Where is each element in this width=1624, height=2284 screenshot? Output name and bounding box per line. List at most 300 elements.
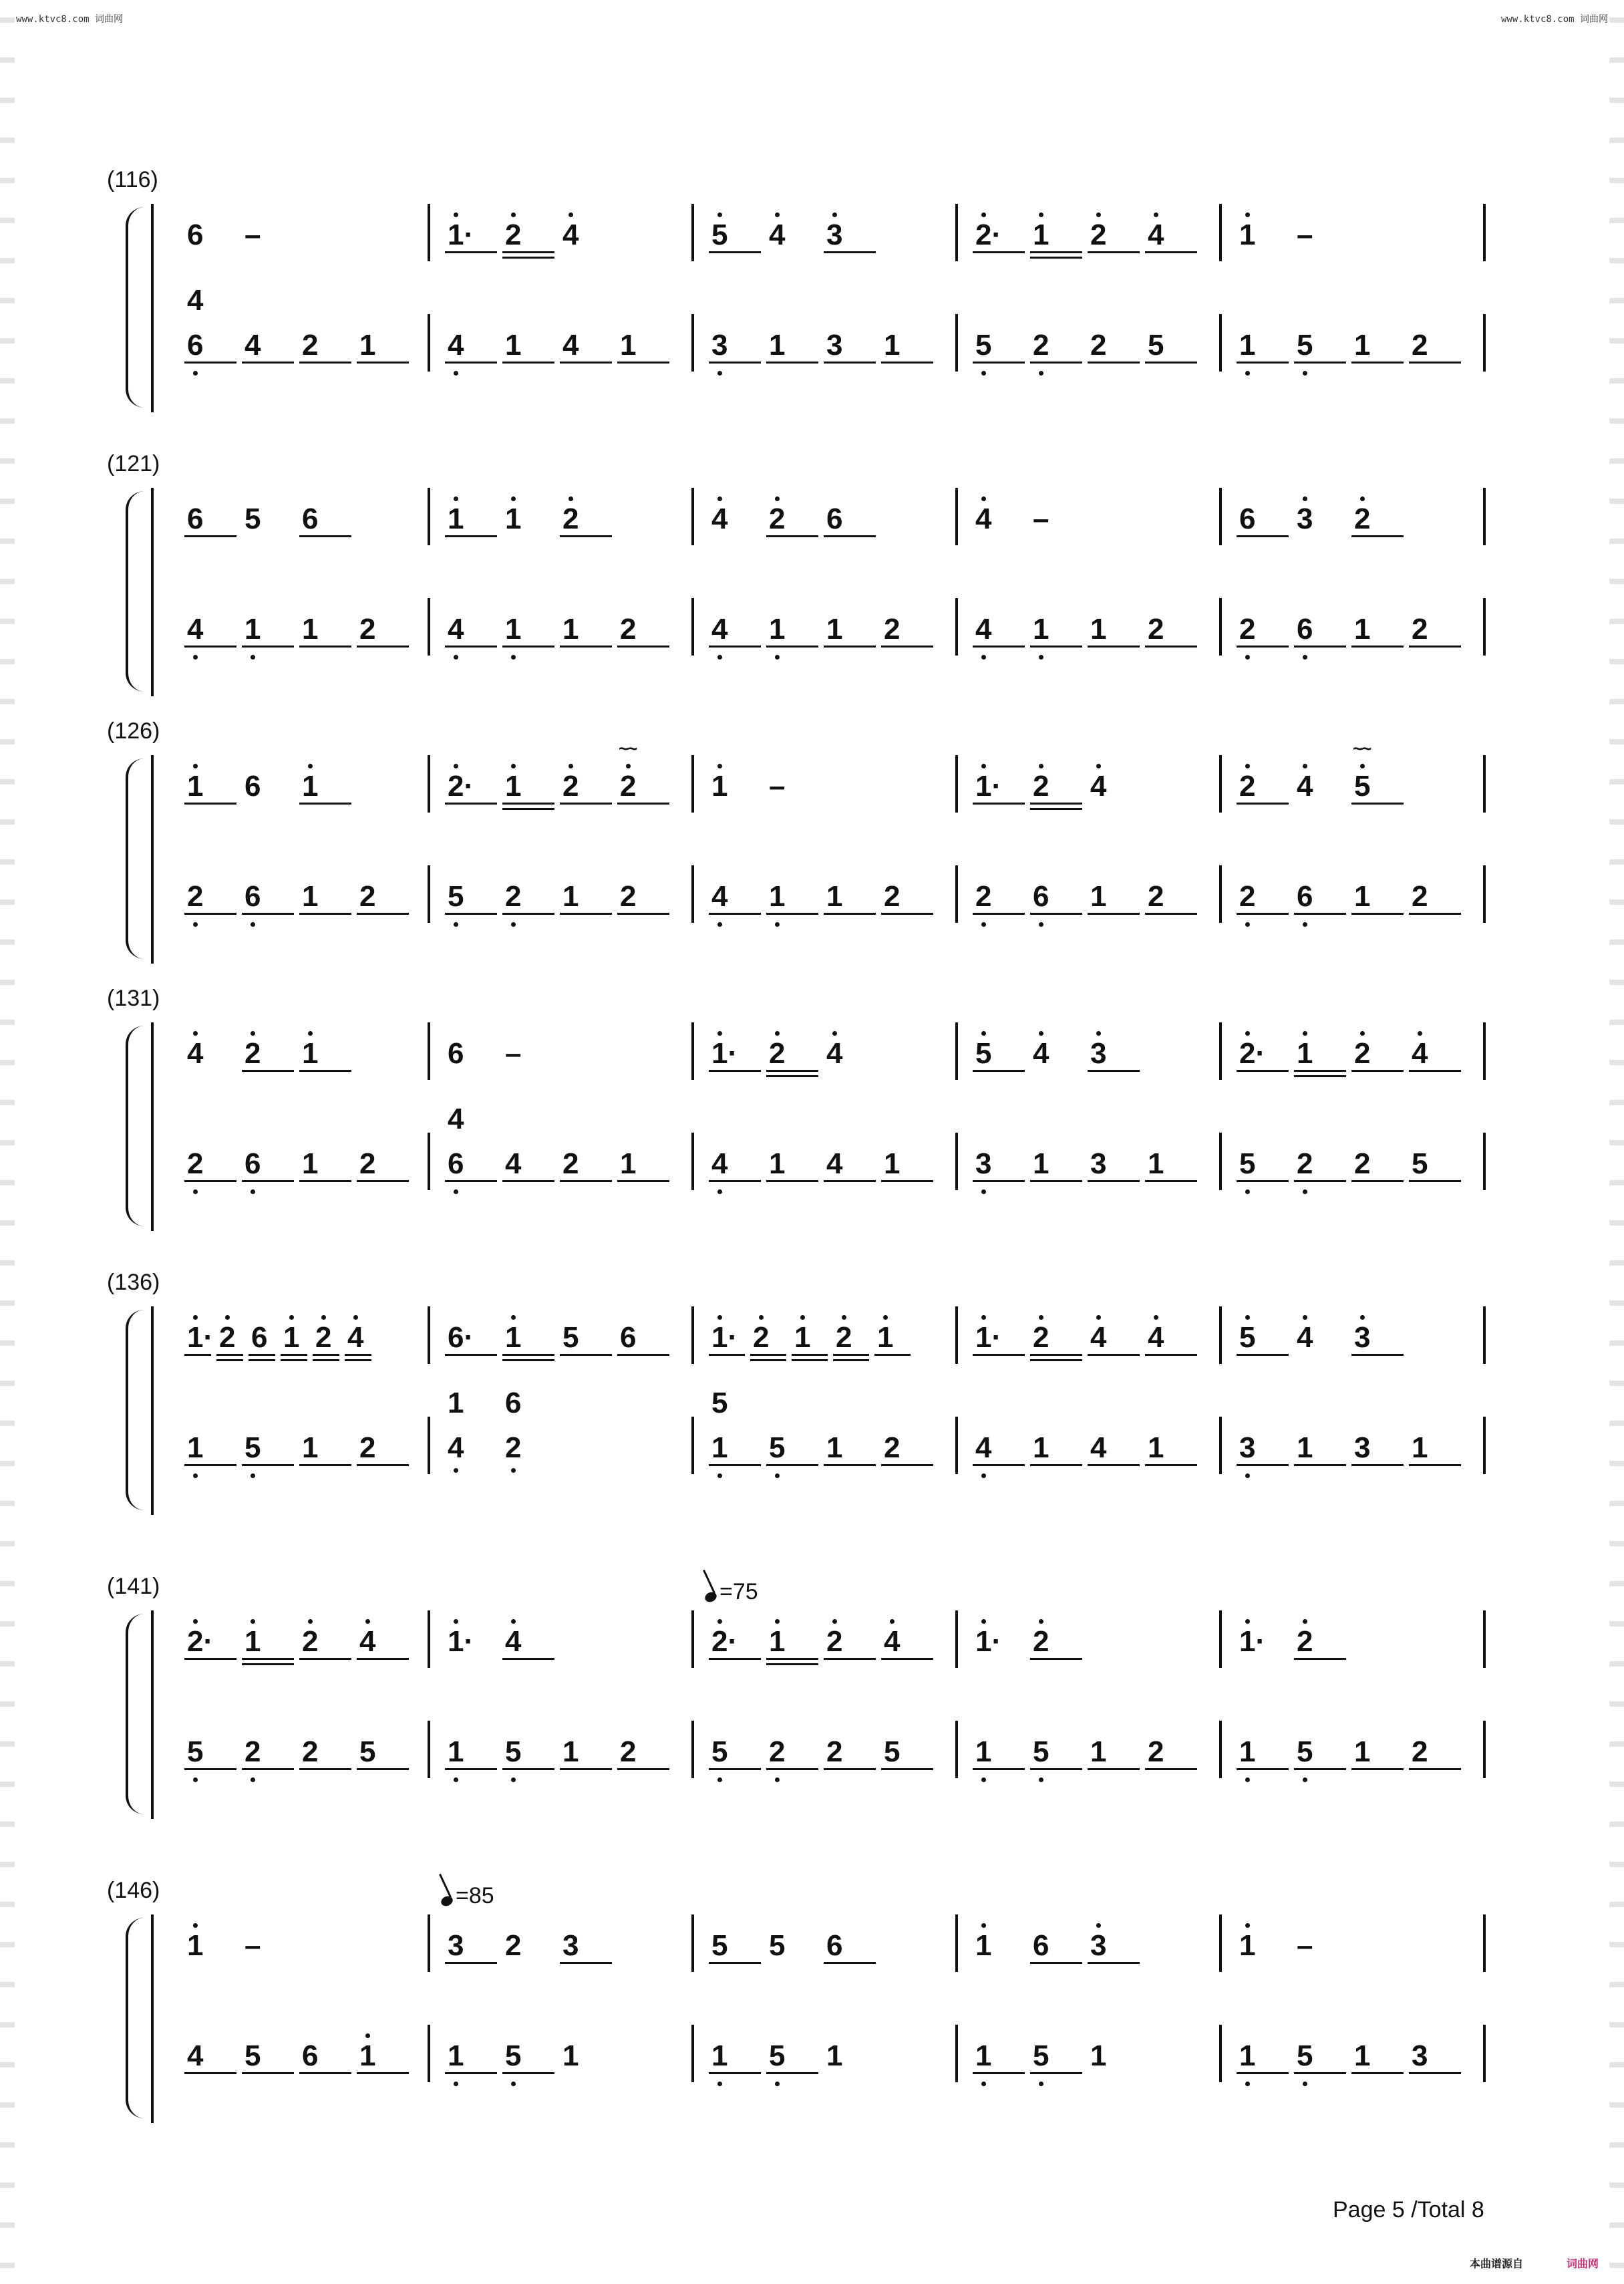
duration-underline <box>881 362 933 364</box>
note-lower: 4 <box>1090 1431 1107 1464</box>
octave-dot-low <box>981 922 986 927</box>
duration-underline <box>617 1354 669 1356</box>
note-upper: 4 <box>187 1037 204 1070</box>
duration-underline <box>1145 913 1197 915</box>
note-lower: 2 <box>187 1147 204 1180</box>
duration-underline <box>973 251 1025 253</box>
chord-upper-note: 5 <box>711 1387 728 1419</box>
barline <box>955 488 958 545</box>
note-lower: 2 <box>1412 613 1428 646</box>
duration-underline <box>1409 362 1461 364</box>
note-upper: 1· <box>1239 1625 1266 1658</box>
octave-dot-high <box>775 212 780 217</box>
duration-underline <box>1294 1464 1346 1466</box>
duration-underline <box>299 1180 351 1182</box>
duration-underline <box>242 1663 294 1665</box>
note-lower: 2 <box>1090 329 1107 362</box>
octave-dot-low <box>251 1189 255 1194</box>
note-lower: 1 <box>1090 2039 1107 2072</box>
note-lower: 4 <box>187 613 204 646</box>
barline <box>1219 314 1222 372</box>
barline <box>691 755 694 813</box>
note-upper: 2 <box>505 219 522 251</box>
note-lower: 4 <box>711 613 728 646</box>
right-watermark-strip <box>1609 0 1624 2284</box>
octave-dot-high <box>454 764 458 768</box>
measure-number: (121) <box>107 451 160 476</box>
duration-underline <box>1237 803 1289 805</box>
note-lower: 5 <box>975 329 992 362</box>
duration-underline <box>299 1658 351 1660</box>
note-lower: 1 <box>826 613 843 646</box>
duration-underline <box>1145 1180 1197 1182</box>
duration-underline <box>766 1075 818 1077</box>
note-upper: 1· <box>448 1625 474 1658</box>
note-upper: 2· <box>975 219 1002 251</box>
duration-underline <box>216 1354 243 1356</box>
note-lower: 5 <box>1239 1147 1256 1180</box>
octave-dot-high <box>981 1923 986 1928</box>
duration-underline <box>445 1180 497 1182</box>
barline <box>1219 2025 1222 2082</box>
measure-number: (136) <box>107 1270 160 1295</box>
note-lower: 5 <box>1148 329 1164 362</box>
system-start-bar <box>151 1610 154 1819</box>
octave-dot-high <box>1245 764 1250 768</box>
barline <box>955 865 958 923</box>
note-lower: 3 <box>975 1147 992 1180</box>
note-upper: 1 <box>245 1625 261 1658</box>
octave-dot-low <box>981 655 986 660</box>
system-start-bar <box>151 755 154 964</box>
duration-underline <box>766 913 818 915</box>
note-upper: 2 <box>1033 1625 1049 1658</box>
note-upper: 5 <box>1354 770 1371 803</box>
duration-underline <box>445 1354 497 1356</box>
score-system <box>107 718 1496 972</box>
note-lower: 4 <box>975 1431 992 1464</box>
duration-underline <box>299 803 351 805</box>
note-lower: 1 <box>1239 2039 1256 2072</box>
octave-dot-high <box>1360 1031 1365 1036</box>
barline <box>428 1417 430 1474</box>
barline <box>428 1610 430 1668</box>
note-lower: 2 <box>187 880 204 913</box>
left-watermark-strip <box>0 0 15 2284</box>
duration-underline <box>824 1464 876 1466</box>
note-lower: 6 <box>245 880 261 913</box>
duration-underline <box>709 1768 761 1770</box>
note-lower: 5 <box>1297 2039 1313 2072</box>
duration-underline <box>1294 913 1346 915</box>
note-lower: 1 <box>769 613 786 646</box>
tempo-marking <box>705 1579 758 1605</box>
barline <box>1483 1022 1486 1080</box>
note-upper: 4 <box>769 219 786 251</box>
duration-underline <box>824 1658 876 1660</box>
duration-underline <box>560 803 612 805</box>
duration-underline <box>184 1354 211 1356</box>
octave-dot-low <box>775 922 780 927</box>
octave-dot-high <box>569 496 573 501</box>
octave-dot-high <box>626 764 631 768</box>
barline <box>1483 1610 1486 1668</box>
note-lower: 1 <box>359 329 376 362</box>
barline <box>691 204 694 261</box>
barline <box>1219 204 1222 261</box>
note-upper: 4 <box>826 1037 843 1070</box>
barline <box>1219 865 1222 923</box>
octave-dot-high <box>832 212 837 217</box>
note-upper: 1· <box>975 770 1002 803</box>
note-upper: 5 <box>975 1037 992 1070</box>
note-upper: – <box>1297 1929 1313 1962</box>
note-lower: 2 <box>884 613 901 646</box>
note-upper: 2 <box>1033 1321 1049 1354</box>
note-lower: 2 <box>826 1735 843 1768</box>
duration-underline <box>824 1180 876 1182</box>
duration-underline <box>1237 646 1289 648</box>
duration-underline <box>1351 1464 1404 1466</box>
duration-underline <box>709 1658 761 1660</box>
duration-underline <box>973 1180 1025 1182</box>
duration-underline <box>874 1354 911 1356</box>
octave-dot-high <box>1245 1619 1250 1624</box>
barline <box>1483 1914 1486 1972</box>
duration-underline <box>357 1658 409 1660</box>
note-lower: 4 <box>505 1147 522 1180</box>
note-lower: 1 <box>711 2039 728 2072</box>
duration-underline <box>833 1354 869 1356</box>
duration-underline <box>502 362 554 364</box>
octave-dot-low <box>454 1468 458 1473</box>
duration-underline <box>184 1464 236 1466</box>
note-stem <box>703 1570 715 1594</box>
duration-underline <box>1351 2072 1404 2074</box>
duration-underline <box>1237 1070 1289 1072</box>
note-upper: 3 <box>826 219 843 251</box>
note-lower: 1 <box>975 1735 992 1768</box>
barline <box>1483 1306 1486 1364</box>
duration-underline <box>560 535 612 537</box>
note-upper: 2 <box>562 503 579 535</box>
note-lower: 3 <box>1354 1431 1371 1464</box>
duration-underline <box>617 646 669 648</box>
octave-dot-low <box>1303 655 1307 660</box>
octave-dot-high <box>511 496 516 501</box>
octave-dot-high <box>1096 764 1101 768</box>
octave-dot-low <box>1039 1777 1043 1782</box>
note-stem <box>439 1874 452 1898</box>
octave-dot-high <box>717 764 722 768</box>
duration-underline <box>824 913 876 915</box>
note-upper: – <box>769 770 786 803</box>
octave-dot-high <box>289 1315 294 1320</box>
note-lower: 1 <box>1354 2039 1371 2072</box>
octave-dot-high <box>1096 1031 1101 1036</box>
barline <box>691 598 694 656</box>
system-start-bar <box>151 1306 154 1515</box>
note-lower: 5 <box>769 2039 786 2072</box>
duration-underline <box>1294 646 1346 648</box>
duration-underline <box>709 1070 761 1072</box>
note-lower: 4 <box>826 1147 843 1180</box>
barline <box>1483 2025 1486 2082</box>
note-lower: 1 <box>562 1735 579 1768</box>
note-lower: 2 <box>620 1735 637 1768</box>
octave-dot-high <box>511 1619 516 1624</box>
octave-dot-low <box>511 1777 516 1782</box>
system-start-bar <box>151 204 154 412</box>
barline <box>1483 865 1486 923</box>
duration-underline <box>502 913 554 915</box>
note-upper: 1· <box>711 1321 738 1354</box>
note-lower: 5 <box>187 1735 204 1768</box>
note-upper: 2 <box>302 1625 319 1658</box>
octave-dot-low <box>454 2082 458 2086</box>
note-upper: 1 <box>711 770 728 803</box>
duration-underline <box>1351 535 1404 537</box>
duration-underline <box>1030 803 1082 805</box>
note-upper: 4 <box>884 1625 901 1658</box>
duration-underline <box>617 913 669 915</box>
octave-dot-low <box>1303 1189 1307 1194</box>
note-upper: 4 <box>711 503 728 535</box>
duration-underline <box>242 2072 294 2074</box>
barline <box>1219 1610 1222 1668</box>
note-upper: 3 <box>1297 503 1313 535</box>
octave-dot-low <box>511 922 516 927</box>
duration-underline <box>184 646 236 648</box>
note-lower: 1 <box>1354 613 1371 646</box>
duration-underline <box>1294 362 1346 364</box>
duration-underline <box>973 1768 1025 1770</box>
duration-underline <box>1030 1658 1082 1660</box>
duration-underline <box>973 1464 1025 1466</box>
octave-dot-low <box>1245 1473 1250 1478</box>
note-lower: 2 <box>505 880 522 913</box>
note-lower: 6 <box>1297 613 1313 646</box>
octave-dot-low <box>717 1473 722 1478</box>
octave-dot-low <box>1245 655 1250 660</box>
note-lower: 5 <box>1033 2039 1049 2072</box>
note-upper: 2 <box>769 1037 786 1070</box>
octave-dot-high <box>1039 1619 1043 1624</box>
duration-underline <box>502 1180 554 1182</box>
duration-underline <box>560 1354 612 1356</box>
duration-underline <box>445 251 497 253</box>
note-upper: – <box>245 219 261 251</box>
note-upper: 1 <box>1033 219 1049 251</box>
barline <box>1219 1914 1222 1972</box>
duration-underline <box>824 251 876 253</box>
octave-dot-high <box>1039 764 1043 768</box>
note-upper: 2 <box>1297 1625 1313 1658</box>
barline <box>691 865 694 923</box>
note-upper: 5 <box>711 1929 728 1962</box>
note-lower: 4 <box>562 329 579 362</box>
duration-underline <box>881 1464 933 1466</box>
octave-dot-low <box>193 922 198 927</box>
duration-underline <box>617 1180 669 1182</box>
note-upper: 2· <box>711 1625 738 1658</box>
barline <box>1483 598 1486 656</box>
note-upper: 1 <box>187 1929 204 1962</box>
duration-underline <box>1294 1070 1346 1072</box>
octave-dot-low <box>717 2082 722 2086</box>
duration-underline <box>249 1354 275 1356</box>
duration-underline <box>766 362 818 364</box>
duration-underline <box>1409 2072 1461 2074</box>
header-site-right: www.ktvc8.com 词曲网 <box>1500 14 1608 25</box>
octave-dot-low <box>775 2082 780 2086</box>
note-upper: 2· <box>187 1625 214 1658</box>
barline <box>1483 204 1486 261</box>
note-lower: 1 <box>769 329 786 362</box>
duration-underline <box>502 1768 554 1770</box>
octave-dot-low <box>511 2082 516 2086</box>
barline <box>955 755 958 813</box>
note-lower: 2 <box>620 880 637 913</box>
duration-underline <box>1409 913 1461 915</box>
duration-underline <box>357 2072 409 2074</box>
barline <box>691 2025 694 2082</box>
note-upper: 5 <box>562 1321 579 1354</box>
octave-dot-low <box>1303 1777 1307 1782</box>
duration-underline <box>1237 1464 1289 1466</box>
duration-underline <box>299 535 351 537</box>
octave-dot-low <box>454 922 458 927</box>
duration-underline <box>299 362 351 364</box>
duration-underline <box>973 646 1025 648</box>
grand-staff-brace <box>126 1310 147 1510</box>
octave-dot-high <box>1303 1031 1307 1036</box>
octave-dot-low <box>193 1189 198 1194</box>
measure-number: (131) <box>107 986 160 1011</box>
octave-dot-high <box>225 1315 230 1320</box>
duration-underline <box>824 535 876 537</box>
duration-underline <box>1409 1070 1461 1072</box>
octave-dot-high <box>251 1619 255 1624</box>
duration-underline <box>299 1464 351 1466</box>
note-lower: 6 <box>1297 880 1313 913</box>
note-upper: 2 <box>836 1321 852 1354</box>
barline <box>1483 314 1486 372</box>
duration-underline <box>281 1354 307 1356</box>
note-upper: 4 <box>359 1625 376 1658</box>
note-upper: 2 <box>1354 503 1371 535</box>
barline <box>691 314 694 372</box>
octave-dot-low <box>981 1189 986 1194</box>
note-lower: 1 <box>187 1431 204 1464</box>
measure-number: (141) <box>107 1574 160 1599</box>
score-system <box>107 1878 1496 2132</box>
note-lower: 1 <box>1148 1147 1164 1180</box>
chord-upper-note: 4 <box>448 1103 464 1135</box>
octave-dot-high <box>842 1315 846 1320</box>
duration-underline <box>345 1354 371 1356</box>
octave-dot-high <box>1096 212 1101 217</box>
note-lower: 1 <box>302 1431 319 1464</box>
note-lower: 5 <box>448 880 464 913</box>
duration-underline <box>1088 251 1140 253</box>
barline <box>1483 1417 1486 1474</box>
duration-underline <box>766 1663 818 1665</box>
barline <box>955 1417 958 1474</box>
octave-dot-low <box>511 655 516 660</box>
duration-underline <box>299 913 351 915</box>
octave-dot-high <box>321 1315 326 1320</box>
octave-dot-low <box>1039 2082 1043 2086</box>
duration-underline <box>1030 1180 1082 1182</box>
duration-underline <box>1030 1354 1082 1356</box>
duration-underline <box>1030 1464 1082 1466</box>
octave-dot-low <box>511 1468 516 1473</box>
note-lower: 1 <box>620 329 637 362</box>
note-lower: 2 <box>505 1431 522 1464</box>
octave-dot-low <box>251 922 255 927</box>
duration-underline <box>1030 257 1082 259</box>
note-upper: 2 <box>245 1037 261 1070</box>
barline <box>955 1610 958 1668</box>
octave-dot-high <box>717 1619 722 1624</box>
duration-underline <box>1237 1354 1289 1356</box>
octave-dot-low <box>981 2082 986 2086</box>
duration-underline <box>502 803 554 805</box>
duration-underline <box>1409 1768 1461 1770</box>
octave-dot-high <box>193 1031 198 1036</box>
duration-underline <box>973 913 1025 915</box>
duration-underline <box>242 646 294 648</box>
header-site-left: www.ktvc8.com 词曲网 <box>16 14 124 25</box>
note-upper: 4 <box>347 1321 364 1354</box>
duration-underline <box>184 1768 236 1770</box>
octave-dot-high <box>365 1619 370 1624</box>
octave-dot-high <box>832 1031 837 1036</box>
note-upper: 2 <box>1239 770 1256 803</box>
duration-underline <box>1088 1962 1140 1964</box>
duration-underline <box>766 2072 818 2074</box>
note-lower: 2 <box>769 1735 786 1768</box>
octave-dot-high <box>883 1315 888 1320</box>
duration-underline <box>881 646 933 648</box>
duration-underline <box>792 1354 828 1356</box>
duration-underline <box>1237 362 1289 364</box>
note-upper: 6 <box>1033 1929 1049 1962</box>
note-lower: 2 <box>1033 329 1049 362</box>
quarter-note-icon <box>703 1590 718 1604</box>
barline <box>1483 1133 1486 1190</box>
chord-upper-note: 1 <box>448 1387 464 1419</box>
note-lower: 1 <box>1412 1431 1428 1464</box>
duration-underline <box>502 646 554 648</box>
octave-dot-low <box>1245 2082 1250 2086</box>
duration-underline <box>560 1962 612 1964</box>
note-lower: 1 <box>302 880 319 913</box>
barline <box>691 1417 694 1474</box>
note-lower: 6 <box>1033 880 1049 913</box>
duration-underline <box>299 1070 351 1072</box>
duration-underline <box>357 362 409 364</box>
barline <box>955 1914 958 1972</box>
note-lower: 1 <box>562 2039 579 2072</box>
octave-dot-high <box>353 1315 358 1320</box>
barline <box>428 488 430 545</box>
barline <box>428 204 430 261</box>
barline <box>955 1022 958 1080</box>
note-upper: 1· <box>448 219 474 251</box>
duration-underline <box>881 1768 933 1770</box>
